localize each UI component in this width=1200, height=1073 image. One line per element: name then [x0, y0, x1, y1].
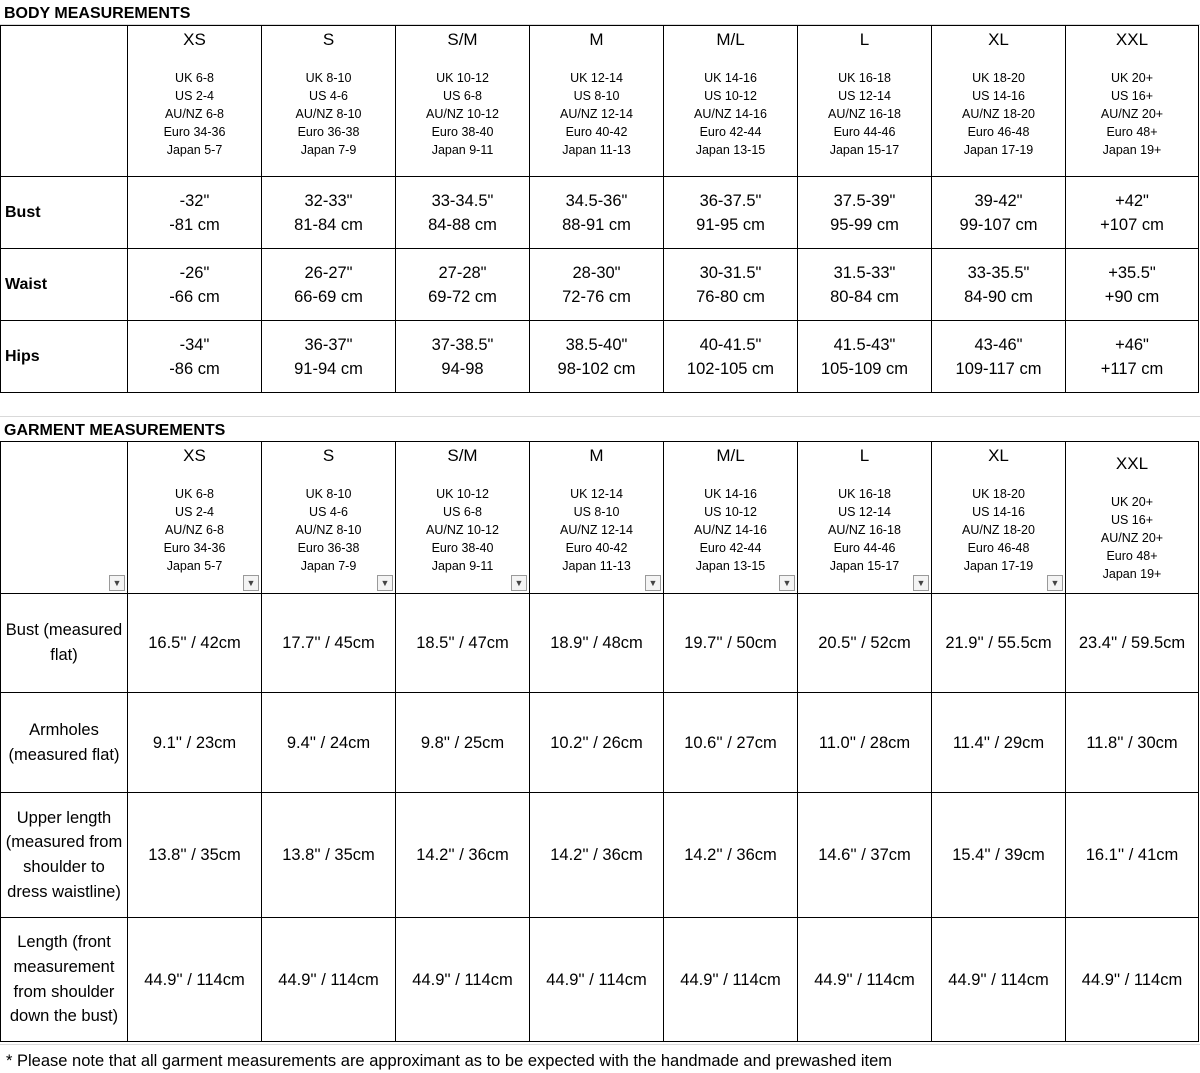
- region-size: Euro 40-42: [565, 125, 628, 139]
- size-header-cell: [932, 26, 1066, 177]
- measurement-cell: [664, 321, 798, 393]
- size-regions: [664, 69, 797, 159]
- cm-value: +90 cm: [1104, 287, 1160, 306]
- region-size: Japan 19+: [1102, 567, 1162, 581]
- measurement-cell: 13.8'' / 35cm: [128, 793, 262, 918]
- measurement-cell: [530, 321, 664, 393]
- size-name: XS: [183, 446, 206, 465]
- size-header-cell: [664, 442, 798, 594]
- region-size: Euro 40-42: [565, 541, 628, 555]
- measurement-cell: 44.9'' / 114cm: [1066, 918, 1199, 1042]
- measurement-cell: 23.4'' / 59.5cm: [1066, 594, 1199, 693]
- cm-value: 80-84 cm: [830, 287, 899, 306]
- size-name: S/M: [447, 30, 478, 49]
- region-size: UK 14-16: [704, 71, 757, 85]
- region-size: UK 20+: [1110, 495, 1154, 509]
- inch-value: 33-34.5": [431, 191, 494, 210]
- region-size: UK 10-12: [436, 71, 489, 85]
- garment-row: [1, 594, 1199, 693]
- measurement-cell: [932, 177, 1066, 249]
- measurement-cell: 14.6'' / 37cm: [798, 793, 932, 918]
- region-size: US 16+: [1110, 513, 1154, 527]
- measurement-cell: 11.8'' / 30cm: [1066, 693, 1199, 793]
- measurement-cell: [798, 177, 932, 249]
- header-corner-cell: [1, 26, 128, 177]
- region-size: AU/NZ 16-18: [828, 523, 901, 537]
- measurement-cell: [932, 249, 1066, 321]
- size-name: M: [589, 446, 604, 465]
- region-size: Japan 5-7: [166, 559, 223, 573]
- size-header-cell: [798, 26, 932, 177]
- cm-value: 72-76 cm: [562, 287, 631, 306]
- measurement-cell: 14.2'' / 36cm: [530, 793, 664, 918]
- measurement-cell: 14.2'' / 36cm: [396, 793, 530, 918]
- measurement-cell: 16.5'' / 42cm: [128, 594, 262, 693]
- garment-measurements-table: [0, 441, 1199, 1042]
- cm-value: 66-69 cm: [294, 287, 363, 306]
- size-header-cell: [932, 442, 1066, 594]
- size-regions: [932, 69, 1065, 159]
- size-name: M/L: [716, 446, 745, 465]
- measurement-cell: [396, 177, 530, 249]
- region-size: AU/NZ 6-8: [164, 107, 225, 121]
- region-size: Euro 46-48: [967, 541, 1030, 555]
- size-name: XXL: [1115, 454, 1149, 473]
- size-regions: [396, 69, 529, 159]
- inch-value: 43-46": [974, 335, 1023, 354]
- measurement-cell: 44.9'' / 114cm: [932, 918, 1066, 1042]
- region-size: Japan 15-17: [829, 143, 900, 157]
- region-size: Euro 36-38: [297, 125, 360, 139]
- size-name: S: [322, 446, 335, 465]
- body-measurements-table: [0, 25, 1199, 393]
- cm-value: 94-98: [441, 359, 484, 378]
- size-header-cell: [798, 442, 932, 594]
- region-size: US 6-8: [443, 505, 482, 519]
- measurement-cell: [262, 321, 396, 393]
- region-size: AU/NZ 18-20: [962, 107, 1035, 121]
- measurement-cell: 17.7'' / 45cm: [262, 594, 396, 693]
- filter-dropdown-icon[interactable]: ▼: [511, 575, 527, 591]
- measurement-cell: [530, 249, 664, 321]
- size-header-cell: [1066, 26, 1199, 177]
- filter-dropdown-icon[interactable]: ▼: [645, 575, 661, 591]
- measurement-cell: 20.5'' / 52cm: [798, 594, 932, 693]
- size-header-cell: [664, 26, 798, 177]
- region-size: AU/NZ 16-18: [828, 107, 901, 121]
- region-size: UK 8-10: [305, 71, 352, 85]
- garment-row: [1, 693, 1199, 793]
- measurement-cell: [128, 249, 262, 321]
- inch-value: -26": [179, 263, 210, 282]
- region-size: UK 6-8: [175, 487, 214, 501]
- measurement-cell: 44.9'' / 114cm: [530, 918, 664, 1042]
- measurement-cell: 44.9'' / 114cm: [396, 918, 530, 1042]
- inch-value: 34.5-36": [565, 191, 628, 210]
- size-header-cell: [1066, 442, 1199, 594]
- region-size: Japan 13-15: [695, 559, 766, 573]
- region-size: AU/NZ 14-16: [694, 107, 767, 121]
- body-row: [1, 321, 1199, 393]
- size-regions: [664, 485, 797, 575]
- region-size: Japan 11-13: [562, 143, 631, 157]
- inch-value: 41.5-43": [833, 335, 896, 354]
- header-corner-cell: [1, 442, 128, 594]
- size-name: XL: [988, 446, 1009, 465]
- measurement-cell: 18.9'' / 48cm: [530, 594, 664, 693]
- cm-value: 91-94 cm: [294, 359, 363, 378]
- cm-value: 84-90 cm: [964, 287, 1033, 306]
- size-header-cell: [530, 26, 664, 177]
- garment-header-row: [1, 442, 1199, 594]
- size-regions: [1066, 69, 1198, 159]
- inch-value: 33-35.5": [967, 263, 1030, 282]
- measurement-cell: 9.1'' / 23cm: [128, 693, 262, 793]
- inch-value: 36-37.5": [699, 191, 762, 210]
- row-label: Waist: [1, 249, 128, 321]
- size-name: XS: [183, 30, 206, 49]
- region-size: AU/NZ 10-12: [426, 107, 499, 121]
- region-size: AU/NZ 20+: [1100, 107, 1164, 121]
- size-name: M/L: [716, 30, 745, 49]
- cm-value: -86 cm: [169, 359, 220, 378]
- filter-dropdown-icon[interactable]: ▼: [243, 575, 259, 591]
- region-size: Euro 48+: [1106, 549, 1158, 563]
- cm-value: 109-117 cm: [955, 359, 1042, 378]
- measurement-cell: 18.5'' / 47cm: [396, 594, 530, 693]
- region-size: Japan 13-15: [695, 143, 766, 157]
- region-size: Japan 7-9: [300, 559, 357, 573]
- body-header-row: [1, 26, 1199, 177]
- region-size: Japan 9-11: [431, 143, 494, 157]
- region-size: Euro 46-48: [967, 125, 1030, 139]
- cm-value: 69-72 cm: [428, 287, 497, 306]
- region-size: US 2-4: [175, 89, 214, 103]
- inch-value: +35.5": [1108, 263, 1156, 282]
- inch-value: 37.5-39": [833, 191, 896, 210]
- row-label: Hips: [1, 321, 128, 393]
- inch-value: -32": [179, 191, 210, 210]
- measurement-cell: 44.9'' / 114cm: [128, 918, 262, 1042]
- inch-value: 40-41.5": [699, 335, 762, 354]
- region-size: Japan 17-19: [963, 143, 1034, 157]
- region-size: UK 8-10: [305, 487, 352, 501]
- measurement-cell: [664, 177, 798, 249]
- body-measurements-title: BODY MEASUREMENTS: [4, 5, 191, 22]
- measurement-cell: [396, 249, 530, 321]
- measurement-cell: 11.4'' / 29cm: [932, 693, 1066, 793]
- region-size: Euro 36-38: [297, 541, 360, 555]
- filter-dropdown-icon[interactable]: ▼: [1047, 575, 1063, 591]
- measurement-cell: [798, 249, 932, 321]
- size-regions: [396, 485, 529, 575]
- measurement-cell: [1066, 177, 1199, 249]
- region-size: Euro 42-44: [699, 541, 762, 555]
- region-size: AU/NZ 12-14: [560, 523, 633, 537]
- size-name: S/M: [447, 446, 478, 465]
- cm-value: 91-95 cm: [696, 215, 765, 234]
- measurement-cell: 10.2'' / 26cm: [530, 693, 664, 793]
- region-size: Euro 38-40: [431, 125, 494, 139]
- measurement-cell: 13.8'' / 35cm: [262, 793, 396, 918]
- size-header-cell: [128, 442, 262, 594]
- size-name: M: [589, 30, 604, 49]
- size-header-cell: [530, 442, 664, 594]
- row-label: Bust: [1, 177, 128, 249]
- inch-value: 32-33": [304, 191, 353, 210]
- size-regions: [530, 69, 663, 159]
- region-size: AU/NZ 6-8: [164, 523, 225, 537]
- cm-value: +107 cm: [1100, 215, 1164, 234]
- measurement-cell: [530, 177, 664, 249]
- measurement-cell: [932, 321, 1066, 393]
- cm-value: 99-107 cm: [959, 215, 1038, 234]
- measurement-cell: 19.7'' / 50cm: [664, 594, 798, 693]
- measurement-cell: [1066, 321, 1199, 393]
- size-regions: [262, 485, 395, 575]
- cm-value: +117 cm: [1100, 359, 1164, 378]
- region-size: US 8-10: [573, 505, 620, 519]
- size-name: XL: [988, 30, 1009, 49]
- row-label: Upper length (measured from shoulder to dress waistline): [1, 793, 128, 918]
- region-size: UK 12-14: [570, 71, 623, 85]
- region-size: UK 14-16: [704, 487, 757, 501]
- inch-value: 38.5-40": [565, 335, 628, 354]
- inch-value: 36-37": [304, 335, 353, 354]
- inch-value: 26-27": [304, 263, 353, 282]
- measurement-cell: 10.6'' / 27cm: [664, 693, 798, 793]
- region-size: Japan 17-19: [963, 559, 1034, 573]
- measurement-cell: 11.0'' / 28cm: [798, 693, 932, 793]
- region-size: US 10-12: [704, 89, 757, 103]
- region-size: US 4-6: [309, 89, 348, 103]
- region-size: Euro 34-36: [163, 541, 226, 555]
- filter-dropdown-icon[interactable]: ▼: [377, 575, 393, 591]
- region-size: AU/NZ 18-20: [962, 523, 1035, 537]
- measurement-cell: [396, 321, 530, 393]
- inch-value: 27-28": [438, 263, 487, 282]
- region-size: UK 18-20: [972, 487, 1025, 501]
- region-size: US 4-6: [309, 505, 348, 519]
- cm-value: 81-84 cm: [294, 215, 363, 234]
- region-size: Japan 9-11: [431, 559, 494, 573]
- measurement-cell: 44.9'' / 114cm: [262, 918, 396, 1042]
- cm-value: -81 cm: [169, 215, 220, 234]
- size-name: L: [859, 30, 870, 49]
- cm-value: 102-105 cm: [686, 359, 775, 378]
- region-size: Euro 44-46: [833, 125, 896, 139]
- region-size: AU/NZ 10-12: [426, 523, 499, 537]
- region-size: UK 18-20: [972, 71, 1025, 85]
- region-size: AU/NZ 14-16: [694, 523, 767, 537]
- region-size: Japan 7-9: [300, 143, 357, 157]
- region-size: Japan 15-17: [829, 559, 900, 573]
- size-regions: [798, 69, 931, 159]
- region-size: AU/NZ 8-10: [295, 107, 362, 121]
- body-row: [1, 249, 1199, 321]
- region-size: US 6-8: [443, 89, 482, 103]
- row-label: Bust (measured flat): [1, 594, 128, 693]
- region-size: Euro 42-44: [699, 125, 762, 139]
- measurement-cell: [128, 321, 262, 393]
- filter-dropdown-icon[interactable]: ▼: [913, 575, 929, 591]
- size-name: S: [322, 30, 335, 49]
- region-size: AU/NZ 8-10: [295, 523, 362, 537]
- region-size: Japan 19+: [1102, 143, 1162, 157]
- region-size: US 14-16: [972, 89, 1025, 103]
- region-size: AU/NZ 20+: [1100, 531, 1164, 545]
- measurement-cell: 9.8'' / 25cm: [396, 693, 530, 793]
- garment-row: [1, 918, 1199, 1042]
- measurement-cell: [262, 249, 396, 321]
- size-header-cell: [262, 26, 396, 177]
- size-regions: [128, 69, 261, 159]
- size-header-cell: [396, 442, 530, 594]
- measurement-cell: [262, 177, 396, 249]
- row-label: Armholes (measured flat): [1, 693, 128, 793]
- inch-value: 37-38.5": [431, 335, 494, 354]
- size-regions: [262, 69, 395, 159]
- size-header-cell: [396, 26, 530, 177]
- region-size: Euro 34-36: [163, 125, 226, 139]
- region-size: US 10-12: [704, 505, 757, 519]
- size-regions: [1066, 493, 1198, 583]
- garment-row: [1, 793, 1199, 918]
- inch-value: -34": [179, 335, 210, 354]
- region-size: Euro 48+: [1106, 125, 1158, 139]
- measurement-cell: 44.9'' / 114cm: [798, 918, 932, 1042]
- cm-value: 88-91 cm: [562, 215, 631, 234]
- measurement-cell: 16.1'' / 41cm: [1066, 793, 1199, 918]
- region-size: UK 20+: [1110, 71, 1154, 85]
- region-size: Japan 11-13: [562, 559, 631, 573]
- region-size: UK 12-14: [570, 487, 623, 501]
- size-regions: [798, 485, 931, 575]
- size-header-cell: [128, 26, 262, 177]
- region-size: Euro 38-40: [431, 541, 494, 555]
- measurement-cell: 44.9'' / 114cm: [664, 918, 798, 1042]
- region-size: AU/NZ 12-14: [560, 107, 633, 121]
- cm-value: 98-102 cm: [557, 359, 636, 378]
- region-size: Euro 44-46: [833, 541, 896, 555]
- region-size: US 12-14: [838, 89, 891, 103]
- measurement-cell: 21.9'' / 55.5cm: [932, 594, 1066, 693]
- row-label: Length (front measurement from shoulder down the bust): [1, 918, 128, 1042]
- region-size: Japan 5-7: [166, 143, 223, 157]
- cm-value: 84-88 cm: [428, 215, 497, 234]
- measurement-cell: [128, 177, 262, 249]
- inch-value: +42": [1115, 191, 1149, 210]
- measurement-cell: 14.2'' / 36cm: [664, 793, 798, 918]
- measurement-cell: 15.4'' / 39cm: [932, 793, 1066, 918]
- region-size: UK 16-18: [838, 487, 891, 501]
- measurement-cell: [798, 321, 932, 393]
- measurement-cell: 9.4'' / 24cm: [262, 693, 396, 793]
- inch-value: +46": [1115, 335, 1149, 354]
- filter-dropdown-icon[interactable]: ▼: [779, 575, 795, 591]
- inch-value: 30-31.5": [699, 263, 762, 282]
- region-size: US 12-14: [838, 505, 891, 519]
- filter-dropdown-icon[interactable]: ▼: [109, 575, 125, 591]
- region-size: UK 6-8: [175, 71, 214, 85]
- region-size: US 16+: [1110, 89, 1154, 103]
- size-regions: [932, 485, 1065, 575]
- region-size: UK 16-18: [838, 71, 891, 85]
- region-size: US 8-10: [573, 89, 620, 103]
- cm-value: -66 cm: [169, 287, 220, 306]
- inch-value: 28-30": [572, 263, 621, 282]
- size-regions: [128, 485, 261, 575]
- size-name: L: [859, 446, 870, 465]
- inch-value: 39-42": [974, 191, 1023, 210]
- inch-value: 31.5-33": [833, 263, 896, 282]
- garment-measurements-title: GARMENT MEASUREMENTS: [4, 422, 226, 439]
- size-name: XXL: [1115, 30, 1149, 49]
- region-size: UK 10-12: [436, 487, 489, 501]
- footnote: * Please note that all garment measurements are approximant as to be expected with the handmade and prewashed item: [6, 1052, 893, 1070]
- cm-value: 95-99 cm: [830, 215, 899, 234]
- measurement-cell: [664, 249, 798, 321]
- size-regions: [530, 485, 663, 575]
- body-row: [1, 177, 1199, 249]
- cm-value: 105-109 cm: [820, 359, 909, 378]
- size-header-cell: [262, 442, 396, 594]
- region-size: US 14-16: [972, 505, 1025, 519]
- region-size: US 2-4: [175, 505, 214, 519]
- cm-value: 76-80 cm: [696, 287, 765, 306]
- measurement-cell: [1066, 249, 1199, 321]
